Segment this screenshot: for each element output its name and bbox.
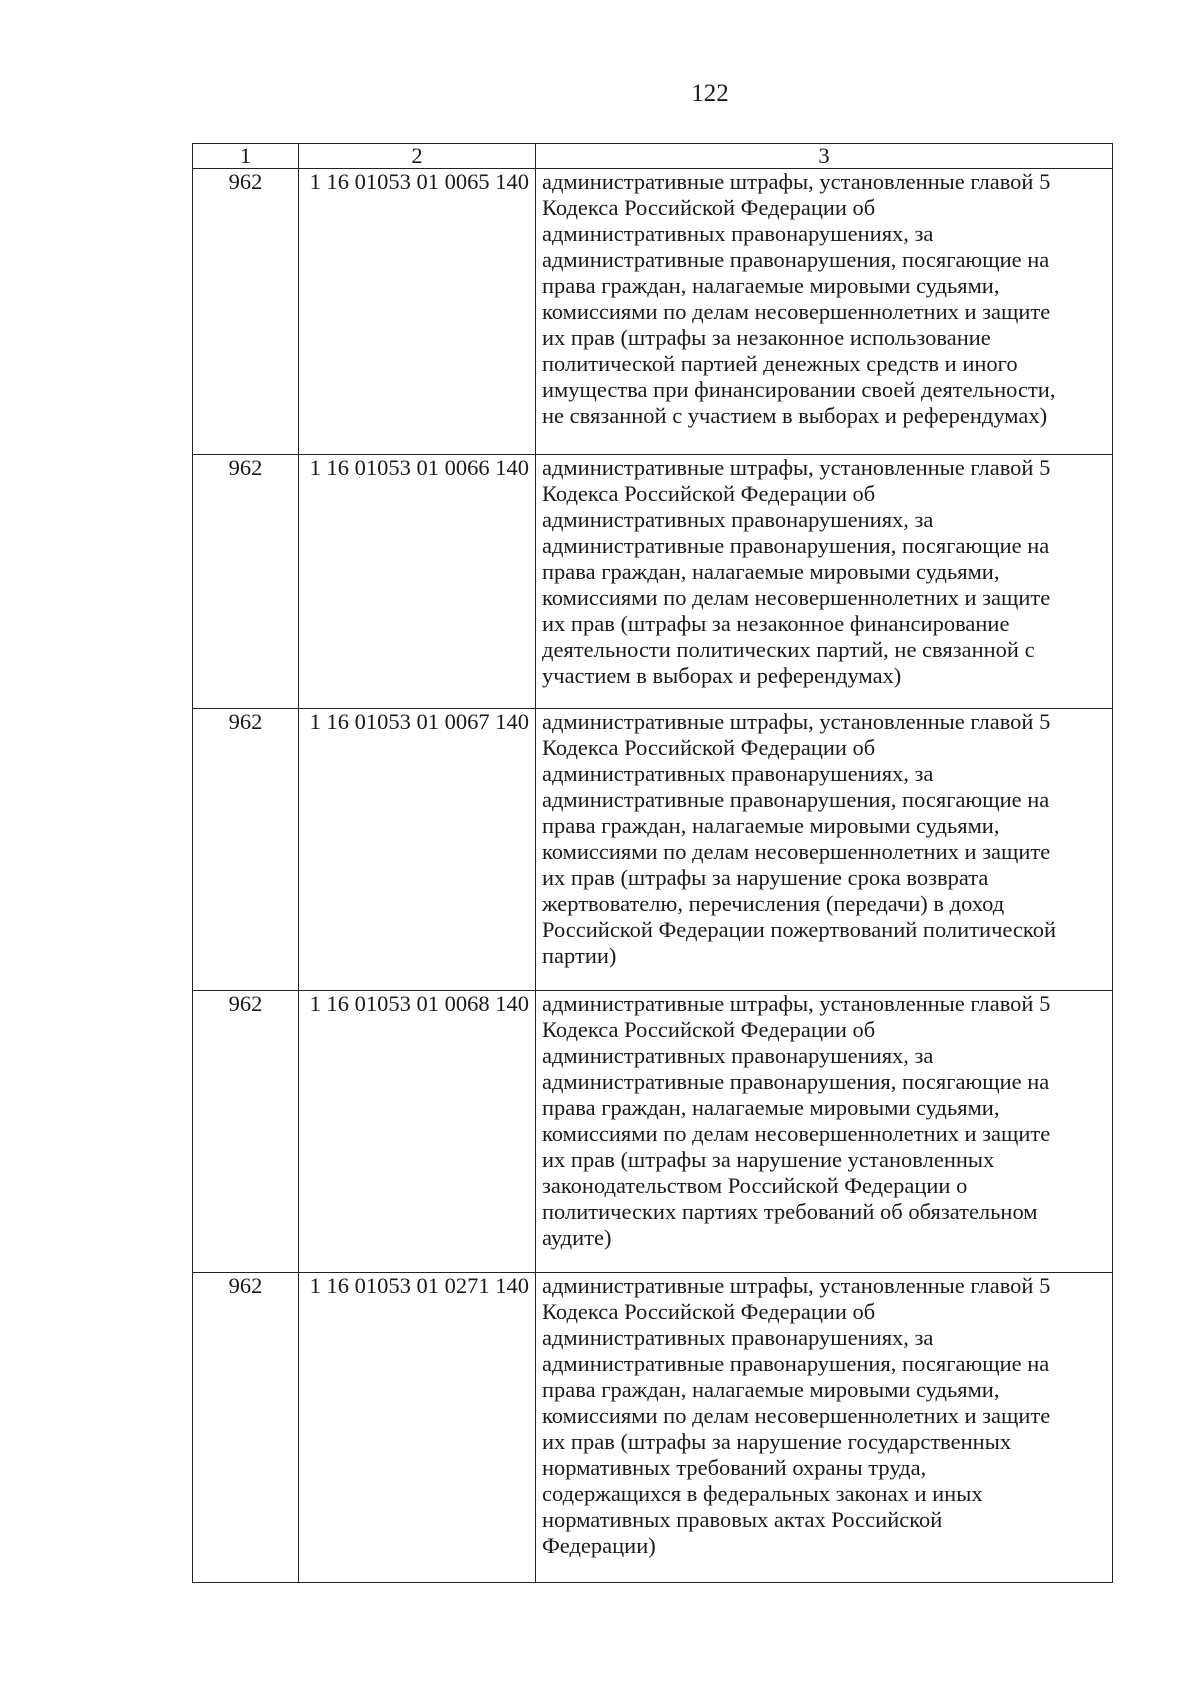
table-row <box>193 709 1113 991</box>
column-header-1: 1 <box>193 144 299 169</box>
description-line: политической партией денежных средств и иного <box>542 351 1018 376</box>
description-line: Кодекса Российской Федерации об <box>542 481 876 506</box>
description-cell <box>536 169 1113 455</box>
table-row <box>193 991 1113 1273</box>
description-cell <box>536 1273 1113 1583</box>
description-line: административные правонарушения, посягающие на <box>542 787 1050 812</box>
column-header-2: 2 <box>299 144 536 169</box>
budget-code-cell: 1 16 01053 01 0067 140 <box>299 709 536 991</box>
description-line: административные штрафы, установленные главой 5 <box>542 455 1051 480</box>
admin-code-cell: 962 <box>193 991 299 1273</box>
budget-code-cell: 1 16 01053 01 0066 140 <box>299 455 536 709</box>
budget-code-cell: 1 16 01053 01 0271 140 <box>299 1273 536 1583</box>
budget-code-cell: 1 16 01053 01 0065 140 <box>299 169 536 455</box>
description-line: партии) <box>542 943 617 968</box>
description-line: не связанной с участием в выборах и референдумах) <box>542 403 1048 428</box>
description-line: административных правонарушениях, за <box>542 1043 934 1068</box>
page-number: 122 <box>691 80 729 107</box>
description-line: права граждан, налагаемые мировыми судьями, <box>542 273 1000 298</box>
admin-code-cell: 962 <box>193 455 299 709</box>
description-line: административные правонарушения, посягающие на <box>542 533 1050 558</box>
description-cell <box>536 991 1113 1273</box>
description-line: права граждан, налагаемые мировыми судьями, <box>542 559 1000 584</box>
description-line: их прав (штрафы за незаконное финансирование <box>542 611 1010 636</box>
description-line: деятельности политических партий, не связанной с <box>542 637 1035 662</box>
description-line: административные штрафы, установленные главой 5 <box>542 1273 1051 1298</box>
description-line: имущества при финансировании своей деятельности, <box>542 377 1056 402</box>
description-line: административные штрафы, установленные главой 5 <box>542 709 1051 734</box>
description-line: законодательством Российской Федерации о <box>542 1173 968 1198</box>
description-line: Российской Федерации пожертвований политической <box>542 917 1056 942</box>
description-line: их прав (штрафы за нарушение установленных <box>542 1147 995 1172</box>
description-line: политических партиях требований об обязательном <box>542 1199 1038 1224</box>
description-line: аудите) <box>542 1225 612 1250</box>
table-row <box>193 169 1113 455</box>
description-cell <box>536 455 1113 709</box>
description-line: комиссиями по делам несовершеннолетних и защите <box>542 839 1051 864</box>
description-line: нормативных требований охраны труда, <box>542 1455 927 1480</box>
description-cell <box>536 709 1113 991</box>
description-line: административных правонарушениях, за <box>542 507 934 532</box>
description-line: комиссиями по делам несовершеннолетних и защите <box>542 1403 1051 1428</box>
description-line: комиссиями по делам несовершеннолетних и защите <box>542 299 1051 324</box>
description-line: административные правонарушения, посягающие на <box>542 1351 1050 1376</box>
column-header-3: 3 <box>536 144 1113 169</box>
description-line: содержащихся в федеральных законах и иных <box>542 1481 983 1506</box>
description-line: участием в выборах и референдумах) <box>542 663 902 688</box>
description-line: права граждан, налагаемые мировыми судьями, <box>542 1377 1000 1402</box>
description-line: жертвователю, перечисления (передачи) в доход <box>542 891 1005 916</box>
table-row <box>193 455 1113 709</box>
description-line: административные правонарушения, посягающие на <box>542 247 1050 272</box>
description-line: комиссиями по делам несовершеннолетних и защите <box>542 585 1051 610</box>
budget-code-cell: 1 16 01053 01 0068 140 <box>299 991 536 1273</box>
description-line: Кодекса Российской Федерации об <box>542 1017 876 1042</box>
description-line: административные штрафы, установленные главой 5 <box>542 169 1051 194</box>
admin-code-cell: 962 <box>193 169 299 455</box>
table-header-row <box>193 144 1113 169</box>
description-line: административных правонарушениях, за <box>542 761 934 786</box>
description-line: административных правонарушениях, за <box>542 221 934 246</box>
table-row <box>193 1273 1113 1583</box>
description-line: Федерации) <box>542 1533 656 1558</box>
budget-codes-table <box>192 143 1113 1583</box>
description-line: права граждан, налагаемые мировыми судьями, <box>542 813 1000 838</box>
description-line: их прав (штрафы за незаконное использование <box>542 325 991 350</box>
description-line: права граждан, налагаемые мировыми судьями, <box>542 1095 1000 1120</box>
admin-code-cell: 962 <box>193 1273 299 1583</box>
description-line: их прав (штрафы за нарушение государственных <box>542 1429 1012 1454</box>
description-line: Кодекса Российской Федерации об <box>542 1299 876 1324</box>
description-line: административные правонарушения, посягающие на <box>542 1069 1050 1094</box>
description-line: их прав (штрафы за нарушение срока возврата <box>542 865 989 890</box>
description-line: административных правонарушениях, за <box>542 1325 934 1350</box>
description-line: Кодекса Российской Федерации об <box>542 195 876 220</box>
description-line: комиссиями по делам несовершеннолетних и защите <box>542 1121 1051 1146</box>
admin-code-cell: 962 <box>193 709 299 991</box>
description-line: Кодекса Российской Федерации об <box>542 735 876 760</box>
description-line: нормативных правовых актах Российской <box>542 1507 943 1532</box>
description-line: административные штрафы, установленные главой 5 <box>542 991 1051 1016</box>
